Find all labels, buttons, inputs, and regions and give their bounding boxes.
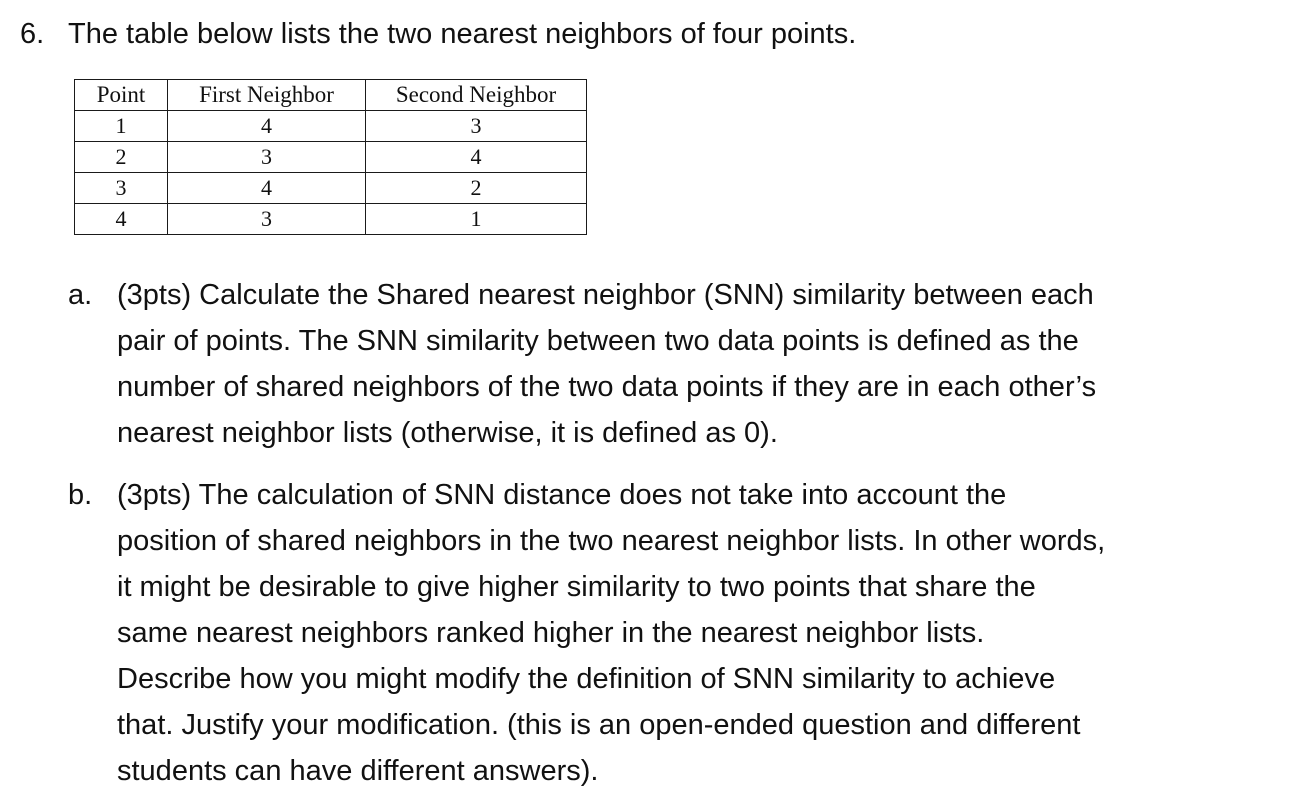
table-row [75, 173, 587, 204]
cell-point: 4 [75, 204, 168, 235]
cell-second-neighbor: 4 [366, 142, 587, 173]
part-a-line: number of shared neighbors of the two data points if they are in each other’s [117, 371, 1097, 403]
part-b-line: Describe how you might modify the definition of SNN similarity to achieve [117, 663, 1056, 695]
nearest-neighbor-table [74, 79, 587, 235]
header-second-neighbor: Second Neighbor [366, 80, 587, 111]
cell-first-neighbor: 4 [168, 173, 366, 204]
part-a [68, 272, 1268, 456]
cell-second-neighbor: 2 [366, 173, 587, 204]
question-text: The table below lists the two nearest neighbors of four points. [68, 18, 857, 50]
part-a-line: pair of points. The SNN similarity between two data points is defined as the [117, 325, 1079, 357]
part-a-text [117, 272, 1268, 456]
table-row [75, 111, 587, 142]
cell-point: 2 [75, 142, 168, 173]
part-b [68, 472, 1268, 794]
part-b-text [117, 472, 1268, 794]
table-row [75, 142, 587, 173]
cell-second-neighbor: 1 [366, 204, 587, 235]
part-a-label: a. [68, 279, 93, 311]
part-b-line: that. Justify your modification. (this is an open-ended question and different [117, 709, 1081, 741]
header-first-neighbor: First Neighbor [168, 80, 366, 111]
cell-first-neighbor: 3 [168, 204, 366, 235]
part-a-line: (3pts) Calculate the Shared nearest neighbor (SNN) similarity between each [117, 279, 1094, 311]
cell-second-neighbor: 3 [366, 111, 587, 142]
part-b-label: b. [68, 479, 93, 511]
question-heading [20, 14, 856, 54]
table-row [75, 204, 587, 235]
table-header-row [75, 80, 587, 111]
cell-first-neighbor: 4 [168, 111, 366, 142]
part-b-line: same nearest neighbors ranked higher in the nearest neighbor lists. [117, 617, 985, 649]
part-b-line: (3pts) The calculation of SNN distance does not take into account the [117, 479, 1007, 511]
part-b-line: students can have different answers). [117, 755, 599, 787]
header-point: Point [75, 80, 168, 111]
question-number: 6. [20, 18, 45, 50]
part-b-line: it might be desirable to give higher similarity to two points that share the [117, 571, 1036, 603]
part-a-line: nearest neighbor lists (otherwise, it is defined as 0). [117, 417, 778, 449]
cell-point: 1 [75, 111, 168, 142]
part-b-line: position of shared neighbors in the two nearest neighbor lists. In other words, [117, 525, 1106, 557]
cell-first-neighbor: 3 [168, 142, 366, 173]
cell-point: 3 [75, 173, 168, 204]
